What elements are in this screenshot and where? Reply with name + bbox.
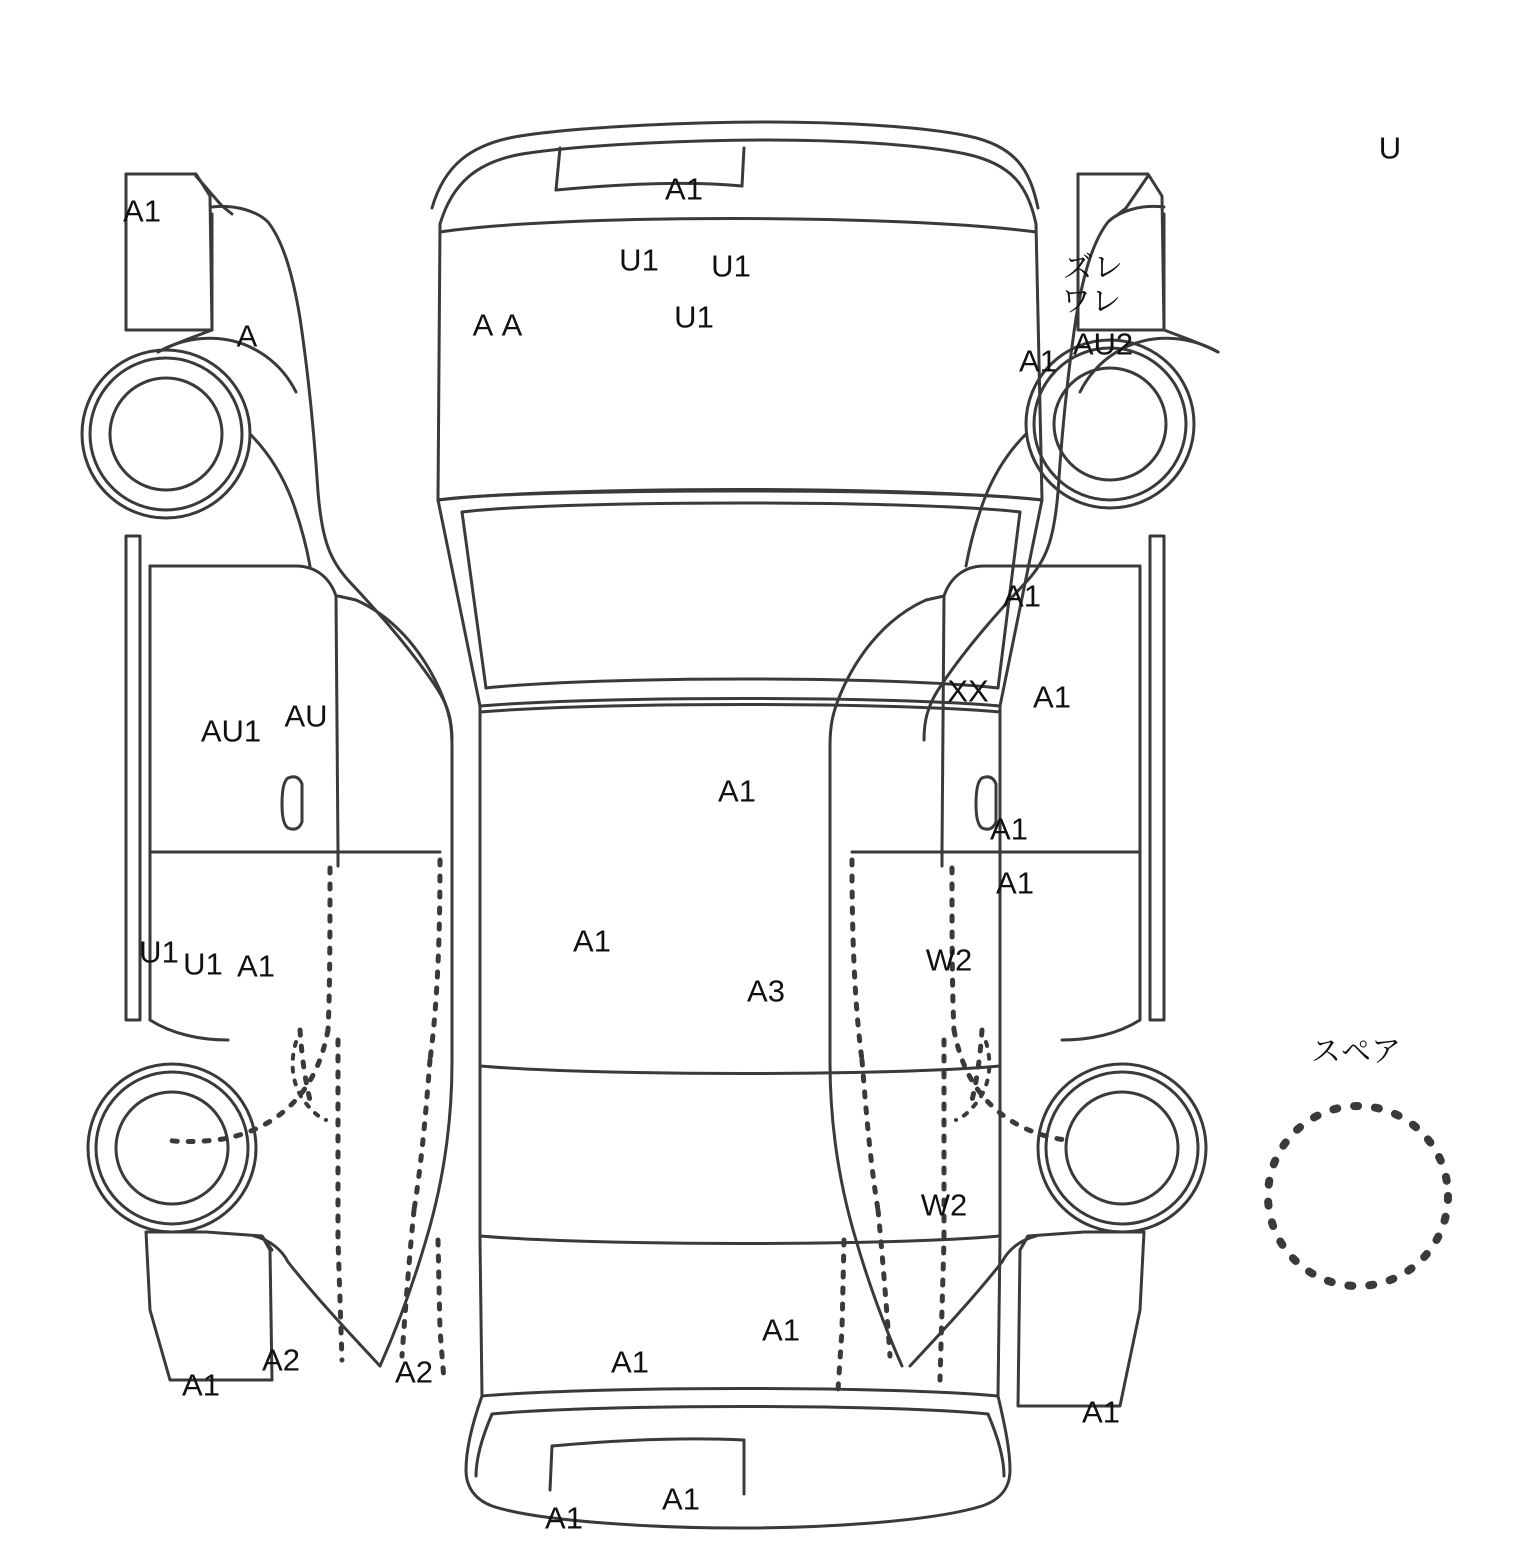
damage-mark: A2 (395, 1354, 433, 1390)
damage-mark: A1 (662, 1481, 700, 1517)
damage-mark: A1 (990, 811, 1028, 847)
damage-mark: A1 (237, 948, 275, 984)
damage-mark: U1 (711, 248, 751, 284)
damage-mark: A1 (762, 1312, 800, 1348)
damage-mark: スペア (1311, 1035, 1401, 1069)
damage-mark: A3 (747, 973, 785, 1009)
damage-mark: AU1 (200, 713, 262, 749)
damage-mark: A1 (611, 1344, 649, 1380)
damage-mark: A (501, 307, 523, 343)
damage-mark: A1 (665, 171, 703, 207)
damage-mark: W2 (925, 942, 973, 978)
damage-mark: A1 (1003, 578, 1041, 614)
damage-mark: A1 (123, 193, 161, 229)
damage-mark: XX (947, 673, 989, 709)
damage-mark: AU2 (1072, 326, 1134, 362)
damage-mark: A1 (1033, 679, 1071, 715)
damage-mark: U1 (183, 946, 223, 982)
damage-mark: A (236, 318, 258, 354)
damage-mark: A1 (1082, 1394, 1120, 1430)
damage-mark: ワレ (1061, 285, 1121, 319)
damage-mark: A1 (182, 1367, 220, 1403)
damage-mark: A1 (545, 1500, 583, 1536)
damage-mark: W2 (920, 1187, 968, 1223)
damage-mark: A1 (573, 923, 611, 959)
damage-mark: U1 (139, 934, 179, 970)
damage-mark: U (1378, 130, 1402, 166)
damage-mark: ズレ (1063, 251, 1123, 285)
damage-mark: U1 (619, 242, 659, 278)
damage-mark: A1 (718, 773, 756, 809)
damage-mark: U1 (674, 299, 714, 335)
damage-mark: AU (284, 698, 328, 734)
damage-mark: A2 (262, 1342, 300, 1378)
damage-mark: A1 (996, 865, 1034, 901)
damage-mark: A1 (1019, 343, 1057, 379)
damage-mark: A (472, 307, 494, 343)
